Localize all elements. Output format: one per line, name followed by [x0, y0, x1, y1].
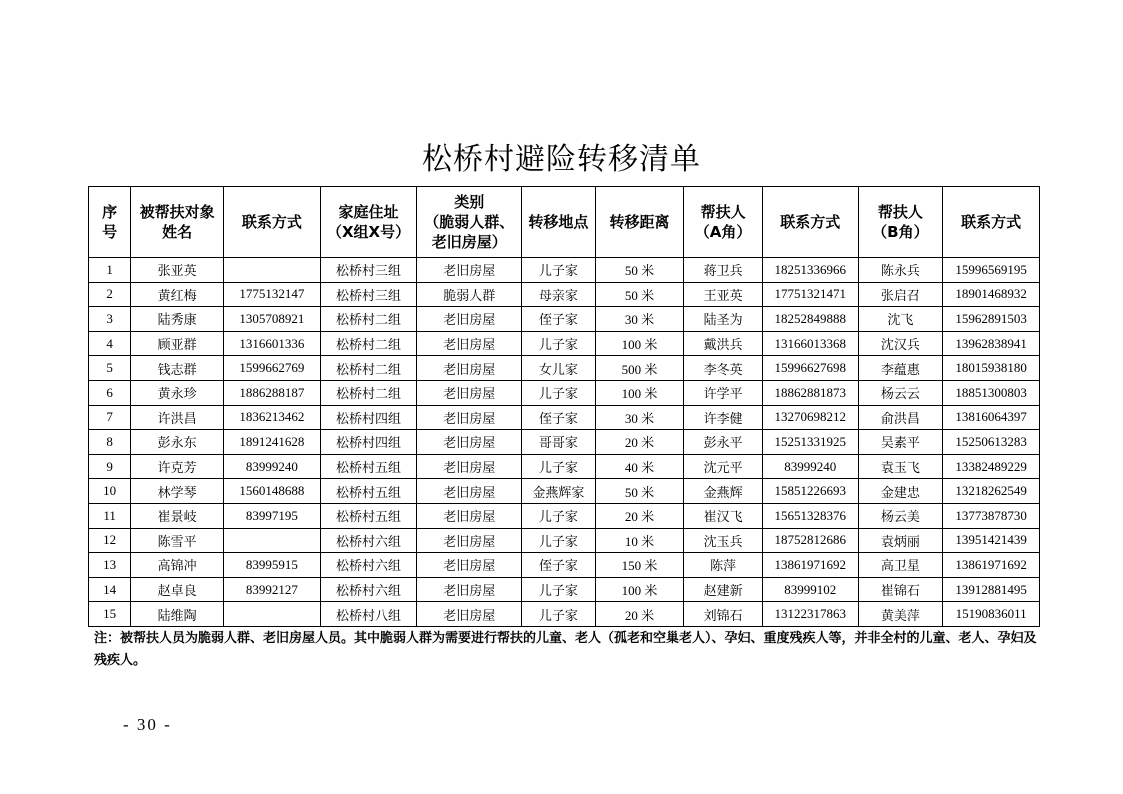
- cell-address: 松桥村二组: [320, 380, 417, 405]
- cell-helper-a: 陈萍: [684, 553, 763, 578]
- cell-seq: 14: [89, 577, 131, 602]
- table-row: [89, 602, 1040, 627]
- header-helper-a-phone: 联系方式: [762, 187, 858, 258]
- cell-destination: 儿子家: [522, 380, 596, 405]
- cell-seq: 7: [89, 405, 131, 430]
- table-row: [89, 553, 1040, 578]
- cell-helper-b-phone: 13773878730: [943, 503, 1040, 528]
- cell-helper-b-phone: 18851300803: [943, 380, 1040, 405]
- cell-destination: 女儿家: [522, 356, 596, 381]
- cell-helper-a: 蒋卫兵: [684, 258, 763, 283]
- cell-helper-b: 张启召: [858, 282, 943, 307]
- cell-address: 松桥村二组: [320, 356, 417, 381]
- cell-helper-a-phone: 15251331925: [762, 430, 858, 455]
- cell-distance: 30 米: [595, 307, 684, 332]
- cell-destination: 母亲家: [522, 282, 596, 307]
- table-row: [89, 331, 1040, 356]
- cell-destination: 儿子家: [522, 503, 596, 528]
- cell-helper-a: 陆圣为: [684, 307, 763, 332]
- cell-distance: 100 米: [595, 577, 684, 602]
- table-row: [89, 503, 1040, 528]
- cell-destination: 侄子家: [522, 307, 596, 332]
- cell-address: 松桥村三组: [320, 258, 417, 283]
- cell-distance: 20 米: [595, 602, 684, 627]
- cell-helper-b-phone: 15250613283: [943, 430, 1040, 455]
- cell-address: 松桥村二组: [320, 331, 417, 356]
- cell-helper-a-phone: 13166013368: [762, 331, 858, 356]
- table-row: [89, 528, 1040, 553]
- cell-category: 老旧房屋: [417, 380, 522, 405]
- cell-phone: 83997195: [223, 503, 320, 528]
- cell-helper-a: 李冬英: [684, 356, 763, 381]
- cell-phone: [223, 258, 320, 283]
- cell-helper-a: 许李健: [684, 405, 763, 430]
- cell-helper-b-phone: 18015938180: [943, 356, 1040, 381]
- cell-destination: 侄子家: [522, 405, 596, 430]
- cell-phone: 1560148688: [223, 479, 320, 504]
- cell-helper-b: 黄美萍: [858, 602, 943, 627]
- cell-name: 黄红梅: [131, 282, 224, 307]
- cell-helper-a-phone: 18252849888: [762, 307, 858, 332]
- cell-distance: 50 米: [595, 282, 684, 307]
- cell-helper-a-phone: 15651328376: [762, 503, 858, 528]
- cell-address: 松桥村三组: [320, 282, 417, 307]
- cell-helper-b: 沈汉兵: [858, 331, 943, 356]
- cell-name: 崔景岐: [131, 503, 224, 528]
- table-row: [89, 479, 1040, 504]
- cell-category: 老旧房屋: [417, 577, 522, 602]
- evacuation-table: [88, 186, 1040, 627]
- cell-distance: 10 米: [595, 528, 684, 553]
- cell-helper-b: 金建忠: [858, 479, 943, 504]
- cell-address: 松桥村六组: [320, 553, 417, 578]
- cell-seq: 12: [89, 528, 131, 553]
- table-row: [89, 282, 1040, 307]
- cell-helper-a-phone: 18862881873: [762, 380, 858, 405]
- cell-address: 松桥村五组: [320, 479, 417, 504]
- header-helper-b-phone: 联系方式: [943, 187, 1040, 258]
- cell-address: 松桥村二组: [320, 307, 417, 332]
- cell-helper-b: 杨云云: [858, 380, 943, 405]
- cell-seq: 4: [89, 331, 131, 356]
- header-helper-b: 帮扶人 （B角）: [858, 187, 943, 258]
- cell-helper-b-phone: 13218262549: [943, 479, 1040, 504]
- cell-category: 老旧房屋: [417, 479, 522, 504]
- cell-helper-a-phone: 18251336966: [762, 258, 858, 283]
- cell-helper-b: 袁炳丽: [858, 528, 943, 553]
- cell-helper-a: 金燕辉: [684, 479, 763, 504]
- header-name: 被帮扶对象 姓名: [131, 187, 224, 258]
- cell-helper-b: 李蕴惠: [858, 356, 943, 381]
- cell-destination: 儿子家: [522, 528, 596, 553]
- cell-address: 松桥村八组: [320, 602, 417, 627]
- cell-phone: 1891241628: [223, 430, 320, 455]
- cell-seq: 11: [89, 503, 131, 528]
- cell-phone: [223, 528, 320, 553]
- header-seq: 序 号: [89, 187, 131, 258]
- cell-distance: 100 米: [595, 331, 684, 356]
- cell-distance: 50 米: [595, 479, 684, 504]
- page-number: - 30 -: [123, 715, 172, 734]
- header-category: 类别 （脆弱人群、 老旧房屋）: [417, 187, 522, 258]
- cell-helper-a-phone: 83999240: [762, 454, 858, 479]
- cell-phone: 83999240: [223, 454, 320, 479]
- cell-distance: 30 米: [595, 405, 684, 430]
- header-helper-a: 帮扶人 （A角）: [684, 187, 763, 258]
- cell-helper-b-phone: 13382489229: [943, 454, 1040, 479]
- cell-helper-a: 王亚英: [684, 282, 763, 307]
- cell-seq: 3: [89, 307, 131, 332]
- cell-seq: 15: [89, 602, 131, 627]
- cell-helper-a: 刘锦石: [684, 602, 763, 627]
- cell-distance: 500 米: [595, 356, 684, 381]
- cell-address: 松桥村六组: [320, 528, 417, 553]
- cell-seq: 8: [89, 430, 131, 455]
- cell-name: 顾亚群: [131, 331, 224, 356]
- table-row: [89, 577, 1040, 602]
- cell-seq: 2: [89, 282, 131, 307]
- cell-name: 陆秀康: [131, 307, 224, 332]
- cell-helper-a-phone: 18752812686: [762, 528, 858, 553]
- cell-helper-b: 崔锦石: [858, 577, 943, 602]
- page-title: 松桥村避险转移清单: [422, 142, 701, 177]
- cell-destination: 侄子家: [522, 553, 596, 578]
- cell-helper-b-phone: 18901468932: [943, 282, 1040, 307]
- cell-category: 老旧房屋: [417, 553, 522, 578]
- header-phone: 联系方式: [223, 187, 320, 258]
- cell-helper-b-phone: 13861971692: [943, 553, 1040, 578]
- cell-phone: 83992127: [223, 577, 320, 602]
- cell-name: 高锦冲: [131, 553, 224, 578]
- cell-name: 黄永珍: [131, 380, 224, 405]
- cell-seq: 5: [89, 356, 131, 381]
- header-destination: 转移地点: [522, 187, 596, 258]
- cell-name: 许克芳: [131, 454, 224, 479]
- cell-helper-a: 沈元平: [684, 454, 763, 479]
- cell-destination: 儿子家: [522, 331, 596, 356]
- cell-helper-b-phone: 15190836011: [943, 602, 1040, 627]
- table-row: [89, 380, 1040, 405]
- cell-category: 脆弱人群: [417, 282, 522, 307]
- table-row: [89, 454, 1040, 479]
- table-row: [89, 258, 1040, 283]
- cell-seq: 10: [89, 479, 131, 504]
- cell-address: 松桥村六组: [320, 577, 417, 602]
- cell-helper-b-phone: 13816064397: [943, 405, 1040, 430]
- cell-seq: 9: [89, 454, 131, 479]
- cell-helper-a-phone: 17751321471: [762, 282, 858, 307]
- cell-category: 老旧房屋: [417, 405, 522, 430]
- cell-helper-a-phone: 83999102: [762, 577, 858, 602]
- cell-seq: 1: [89, 258, 131, 283]
- cell-helper-a-phone: 13122317863: [762, 602, 858, 627]
- cell-address: 松桥村四组: [320, 405, 417, 430]
- cell-name: 陆维陶: [131, 602, 224, 627]
- cell-category: 老旧房屋: [417, 331, 522, 356]
- cell-phone: 1599662769: [223, 356, 320, 381]
- table-row: [89, 356, 1040, 381]
- cell-helper-b-phone: 13951421439: [943, 528, 1040, 553]
- cell-seq: 6: [89, 380, 131, 405]
- cell-category: 老旧房屋: [417, 503, 522, 528]
- footnote: 注：被帮扶人员为脆弱人群、老旧房屋人员。其中脆弱人群为需要进行帮扶的儿童、老人（孤老和空巢老人）、孕妇、重度残疾人等，并非全村的儿童、老人、孕妇及残疾人。: [94, 631, 1037, 668]
- cell-phone: 1775132147: [223, 282, 320, 307]
- cell-helper-b: 陈永兵: [858, 258, 943, 283]
- cell-helper-a: 彭永平: [684, 430, 763, 455]
- cell-category: 老旧房屋: [417, 356, 522, 381]
- cell-category: 老旧房屋: [417, 528, 522, 553]
- cell-category: 老旧房屋: [417, 454, 522, 479]
- cell-distance: 40 米: [595, 454, 684, 479]
- cell-phone: [223, 602, 320, 627]
- cell-name: 赵卓良: [131, 577, 224, 602]
- cell-category: 老旧房屋: [417, 602, 522, 627]
- cell-helper-a-phone: 13861971692: [762, 553, 858, 578]
- cell-phone: 1305708921: [223, 307, 320, 332]
- cell-phone: 1836213462: [223, 405, 320, 430]
- cell-helper-a-phone: 13270698212: [762, 405, 858, 430]
- cell-distance: 100 米: [595, 380, 684, 405]
- cell-helper-a: 戴洪兵: [684, 331, 763, 356]
- table-body: [89, 258, 1040, 627]
- header-address: 家庭住址 （X组X号）: [320, 187, 417, 258]
- cell-destination: 金燕辉家: [522, 479, 596, 504]
- cell-phone: 1886288187: [223, 380, 320, 405]
- cell-helper-b: 杨云美: [858, 503, 943, 528]
- cell-destination: 儿子家: [522, 577, 596, 602]
- cell-name: 陈雪平: [131, 528, 224, 553]
- cell-helper-b: 沈飞: [858, 307, 943, 332]
- header-distance: 转移距离: [595, 187, 684, 258]
- cell-helper-b-phone: 15962891503: [943, 307, 1040, 332]
- cell-helper-b-phone: 15996569195: [943, 258, 1040, 283]
- cell-helper-b: 俞洪昌: [858, 405, 943, 430]
- cell-destination: 儿子家: [522, 258, 596, 283]
- cell-helper-a: 崔汉飞: [684, 503, 763, 528]
- cell-destination: 儿子家: [522, 602, 596, 627]
- cell-destination: 哥哥家: [522, 430, 596, 455]
- cell-name: 林学琴: [131, 479, 224, 504]
- cell-address: 松桥村五组: [320, 503, 417, 528]
- cell-name: 彭永东: [131, 430, 224, 455]
- cell-seq: 13: [89, 553, 131, 578]
- cell-category: 老旧房屋: [417, 307, 522, 332]
- table-row: [89, 405, 1040, 430]
- header-row: [89, 187, 1040, 258]
- cell-helper-b: 袁玉飞: [858, 454, 943, 479]
- cell-helper-b: 吴素平: [858, 430, 943, 455]
- cell-helper-a-phone: 15996627698: [762, 356, 858, 381]
- cell-phone: 83995915: [223, 553, 320, 578]
- cell-name: 张亚英: [131, 258, 224, 283]
- cell-address: 松桥村四组: [320, 430, 417, 455]
- cell-distance: 20 米: [595, 430, 684, 455]
- cell-category: 老旧房屋: [417, 258, 522, 283]
- cell-name: 钱志群: [131, 356, 224, 381]
- cell-helper-b-phone: 13962838941: [943, 331, 1040, 356]
- cell-helper-b: 高卫星: [858, 553, 943, 578]
- table-row: [89, 307, 1040, 332]
- cell-category: 老旧房屋: [417, 430, 522, 455]
- cell-helper-a: 沈玉兵: [684, 528, 763, 553]
- cell-helper-a: 许学平: [684, 380, 763, 405]
- cell-helper-a: 赵建新: [684, 577, 763, 602]
- cell-distance: 50 米: [595, 258, 684, 283]
- cell-helper-b-phone: 13912881495: [943, 577, 1040, 602]
- table-row: [89, 430, 1040, 455]
- cell-name: 许洪昌: [131, 405, 224, 430]
- cell-destination: 儿子家: [522, 454, 596, 479]
- cell-distance: 20 米: [595, 503, 684, 528]
- cell-helper-a-phone: 15851226693: [762, 479, 858, 504]
- cell-address: 松桥村五组: [320, 454, 417, 479]
- cell-phone: 1316601336: [223, 331, 320, 356]
- cell-distance: 150 米: [595, 553, 684, 578]
